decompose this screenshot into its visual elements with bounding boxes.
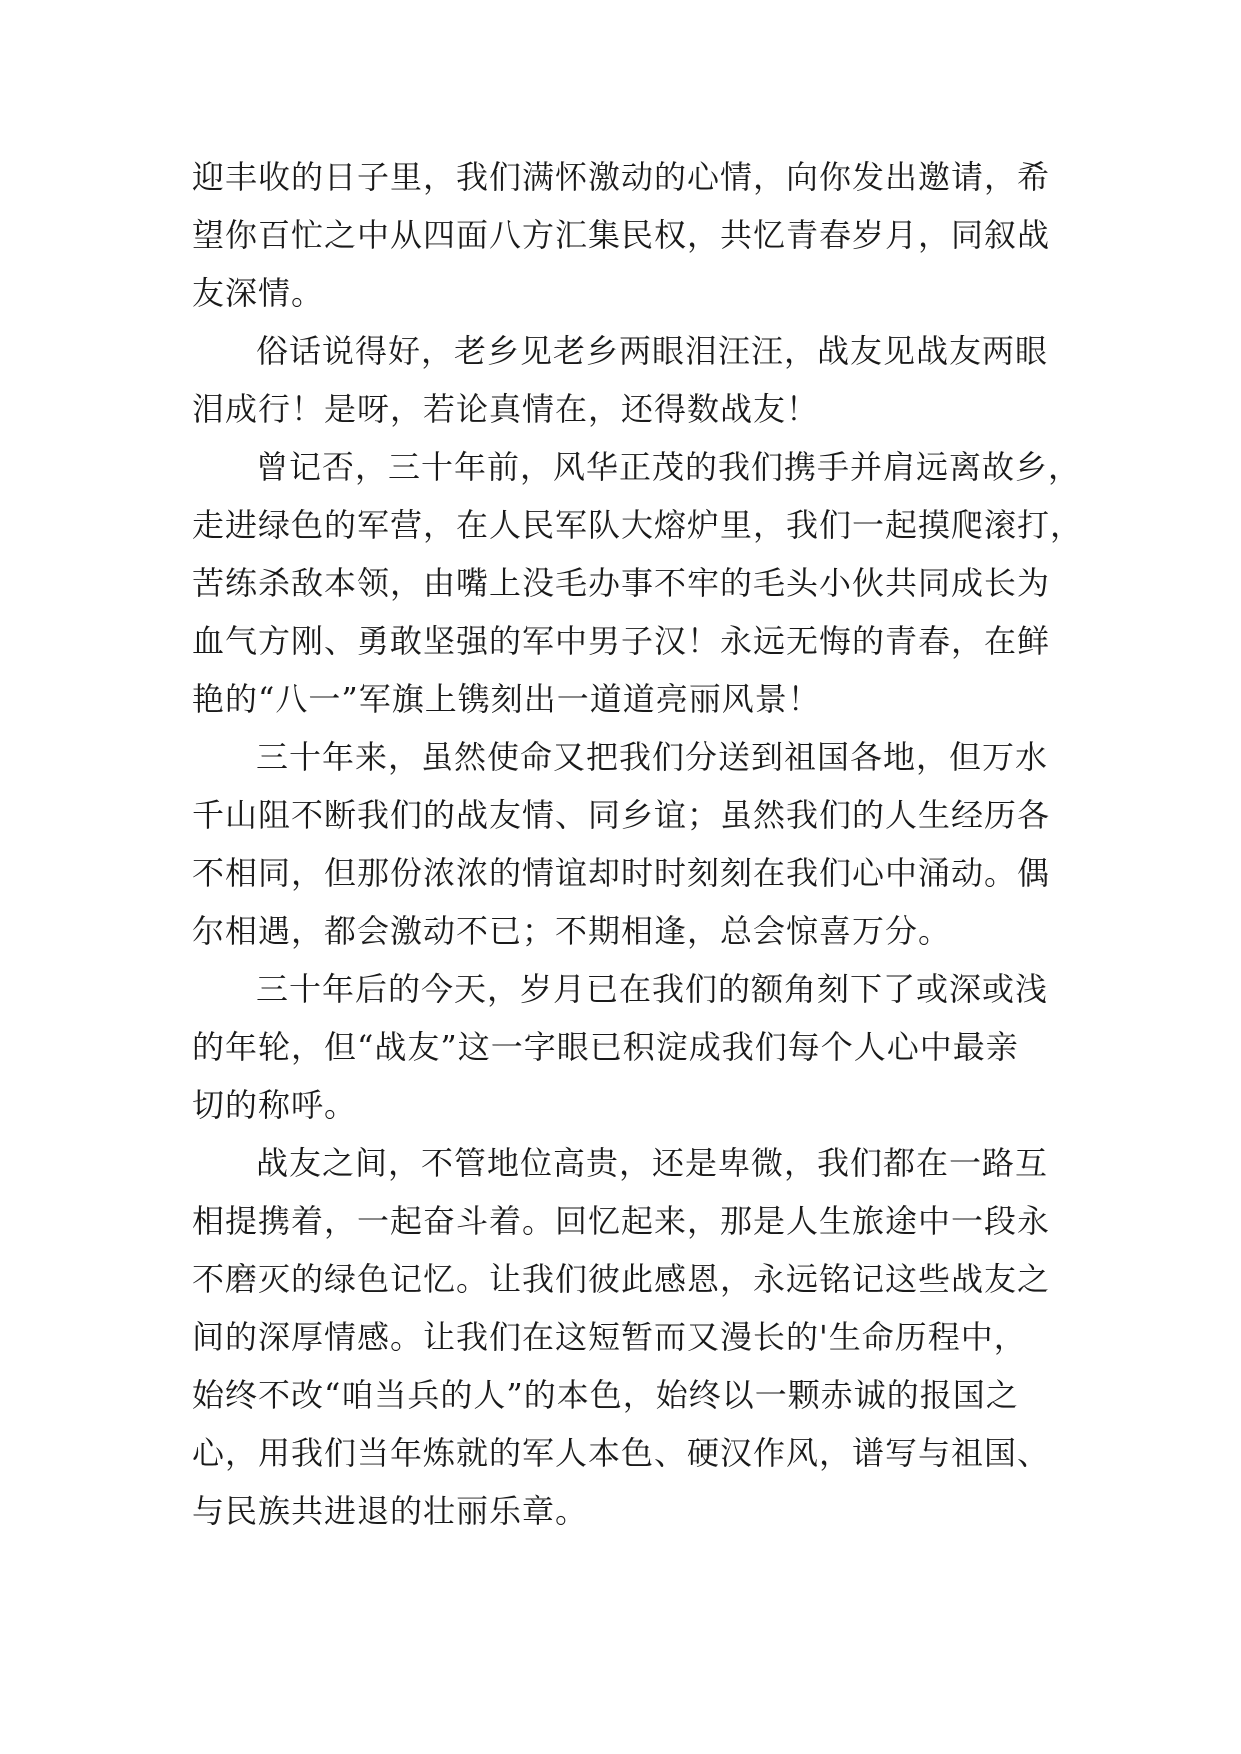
text-line: 切的称呼。 [192,1086,358,1124]
text-line: 迎丰收的日子里，我们满怀激动的心情，向你发出邀请，希 [192,158,1051,196]
text-line: 心，用我们当年炼就的军人本色、硬汉作风，谱写与祖国、 [192,1434,1051,1472]
text-line: 间的深厚情感。让我们在这短暂而又漫长的'生命历程中， [192,1318,1027,1356]
text-line: 友深情。 [192,274,325,312]
text-line: 相提携着，一起奋斗着。回忆起来，那是人生旅途中一段永 [192,1202,1051,1240]
text-line: 尔相遇，都会激动不已；不期相逢，总会惊喜万分。 [192,912,952,950]
text-line: 千山阻不断我们的战友情、同乡谊；虽然我们的人生经历各 [192,796,1051,834]
text-line: 曾记否，三十年前，风华正茂的我们携手并肩远离故乡， [256,448,1082,486]
text-line: 不磨灭的绿色记忆。让我们彼此感恩，永远铭记这些战友之 [192,1260,1051,1298]
letter-body [192,148,1084,1540]
text-line: 三十年后的今天，岁月已在我们的额角刻下了或深或浅 [256,970,1049,1008]
text-line: 艳的“八一”军旗上镌刻出一道道亮丽风景！ [192,680,821,718]
text-line: 的年轮，但“战友”这一字眼已积淀成我们每个人心中最亲 [192,1028,1019,1066]
text-line: 始终不改“咱当兵的人”的本色，始终以一颗赤诚的报国之 [192,1376,1019,1414]
text-line: 战友之间，不管地位高贵，还是卑微，我们都在一路互 [256,1144,1049,1182]
text-line: 望你百忙之中从四面八方汇集民权，共忆青春岁月，同叙战 [192,216,1051,254]
text-line: 三十年来，虽然使命又把我们分送到祖国各地，但万水 [256,738,1049,776]
text-line: 泪成行！是呀，若论真情在，还得数战友！ [192,390,820,428]
text-line: 走进绿色的军营，在人民军队大熔炉里，我们一起摸爬滚打， [192,506,1084,544]
text-line: 苦练杀敌本领，由嘴上没毛办事不牢的毛头小伙共同成长为 [192,564,1051,602]
text-line: 血气方刚、勇敢坚强的军中男子汉！永远无悔的青春，在鲜 [192,622,1051,660]
text-line: 不相同，但那份浓浓的情谊却时时刻刻在我们心中涌动。偶 [192,854,1051,892]
text-line: 与民族共进退的壮丽乐章。 [192,1492,589,1530]
text-line: 俗话说得好，老乡见老乡两眼泪汪汪，战友见战友两眼 [256,332,1049,370]
